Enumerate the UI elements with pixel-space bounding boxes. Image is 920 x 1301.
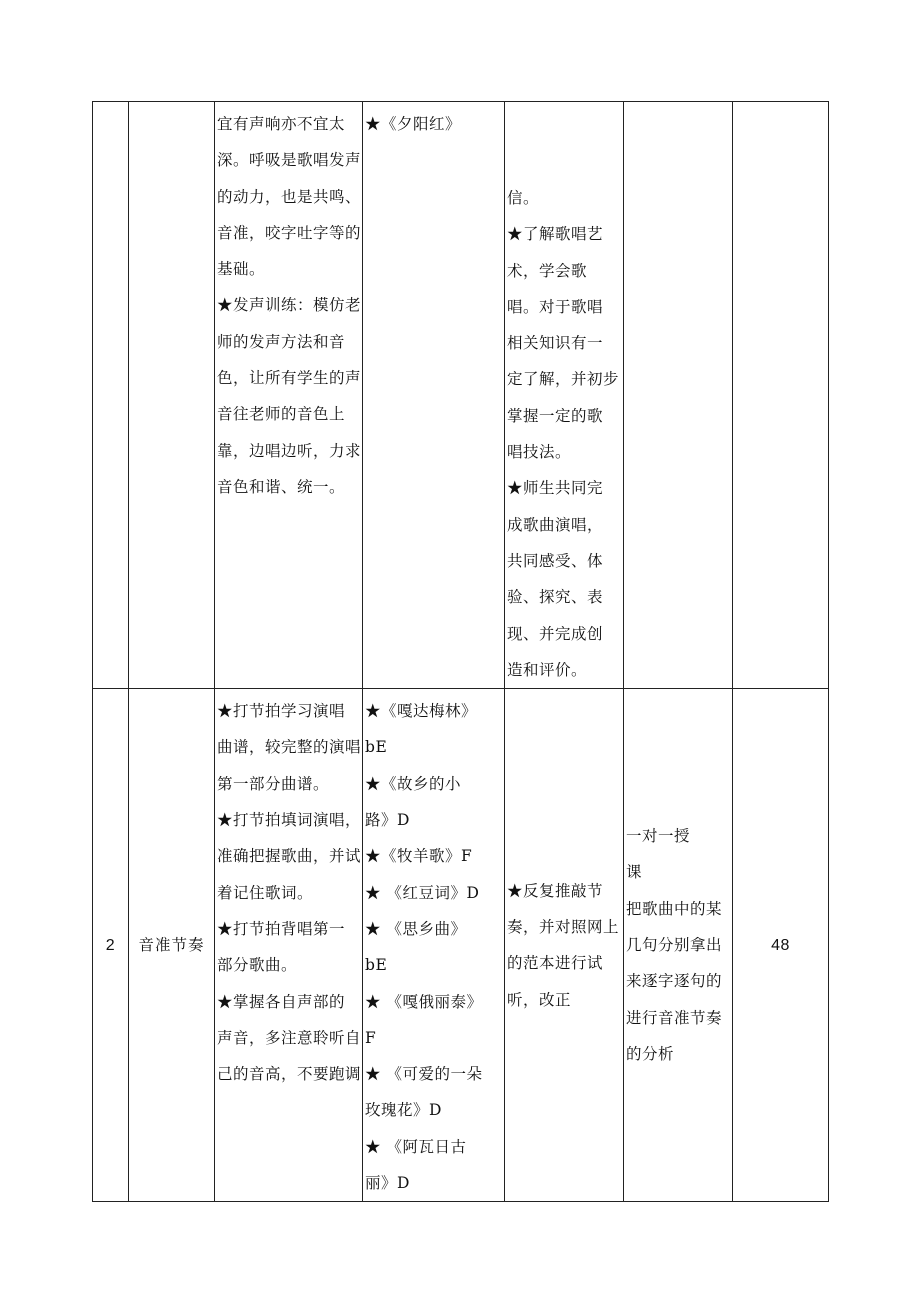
text-line: 现、并完成创 — [507, 624, 604, 643]
text-line: ★打节拍填词演唱， — [217, 811, 362, 830]
text-line: 深。呼吸是歌唱发声 — [217, 151, 362, 170]
text-line: ★ 《思乡曲》 — [365, 919, 467, 938]
goals-text — [505, 102, 623, 688]
text-line: 进行音准节奏 — [626, 1008, 723, 1027]
row-index: 2 — [105, 936, 116, 954]
text-line: 定了解，并初步 — [507, 370, 620, 389]
table-row — [93, 102, 829, 689]
text-line: ★发声训练：模仿老 — [217, 296, 362, 315]
text-line: 的动力，也是共鸣、 — [217, 187, 362, 206]
text-line: 术，学会歌 — [507, 261, 588, 280]
text-line: 听，改正 — [507, 990, 572, 1009]
topic-label: 音准节奏 — [138, 936, 205, 955]
repertoire-text — [363, 102, 504, 142]
text-line: 己的音高，不要跑调 — [217, 1065, 362, 1084]
text-line: ★《嘎达梅林》 — [365, 702, 478, 721]
text-line: 路》D — [365, 811, 410, 830]
text-line: ★打节拍背唱第一 — [217, 919, 346, 938]
text-line: 宜有声响亦不宜太 — [217, 115, 346, 133]
text-line: 色，让所有学生的声 — [217, 369, 362, 388]
text-line: 成歌曲演唱， — [507, 515, 604, 534]
text-line: 信。 — [507, 189, 540, 207]
text-line: 课 — [626, 863, 643, 882]
text-line: 几句分别拿出 — [626, 936, 723, 955]
method-cell — [624, 102, 733, 689]
content-cell — [215, 102, 363, 689]
content-text — [215, 102, 362, 505]
text-line: 基础。 — [217, 260, 266, 279]
text-line: ★ 《阿瓦日古 — [365, 1137, 467, 1156]
text-line: 师的发声方法和音 — [217, 332, 346, 351]
text-line: 一对一授 — [626, 827, 691, 846]
method-cell — [624, 689, 733, 1202]
text-line: ★打节拍学习演唱 — [217, 702, 346, 721]
text-line: 把歌曲中的某 — [626, 899, 723, 918]
repertoire-text — [363, 689, 504, 1201]
text-line: 第一部分曲谱。 — [217, 774, 330, 793]
text-line: ★《牧羊歌》F — [365, 847, 473, 866]
method-text — [624, 818, 732, 1072]
text-line: 掌握一定的歌 — [507, 406, 604, 425]
hours-cell — [733, 689, 829, 1202]
text-line: 准确把握歌曲，并试 — [217, 847, 362, 866]
text-line: 验、探究、表 — [507, 588, 604, 607]
table-row — [93, 689, 829, 1202]
text-line: ★ 《红豆词》D — [365, 883, 480, 902]
hours-cell — [733, 102, 829, 689]
content-text — [215, 689, 362, 1092]
hours-value: 48 — [771, 936, 790, 954]
text-line: 曲谱，较完整的演唱 — [217, 738, 362, 757]
repertoire-cell — [363, 689, 505, 1202]
topic-cell — [129, 689, 215, 1202]
text-line: 来逐字逐句的 — [626, 972, 723, 991]
text-line: ★《夕阳红》 — [365, 115, 462, 133]
text-line: 声音，多注意聆听自 — [217, 1028, 362, 1047]
goals-cell — [505, 102, 624, 689]
text-line: 音色和谐、统一。 — [217, 477, 346, 496]
text-line: 着记住歌词。 — [217, 883, 314, 902]
text-line: 丽》D — [365, 1174, 410, 1193]
text-line: 相关知识有一 — [507, 334, 604, 353]
goals-text — [505, 873, 623, 1018]
text-line: 造和评价。 — [507, 660, 588, 679]
text-line: 音准，咬字吐字等的 — [217, 223, 362, 242]
method-text — [624, 102, 732, 106]
repertoire-cell — [363, 102, 505, 689]
text-line: ★师生共同完 — [507, 479, 604, 498]
text-line: F — [365, 1028, 377, 1047]
text-line: 的范本进行试 — [507, 954, 604, 973]
text-line: 奏，并对照网上 — [507, 917, 620, 936]
row-index-cell — [93, 102, 129, 689]
text-line: 的分析 — [626, 1044, 675, 1063]
text-line: bE — [365, 956, 388, 975]
text-line: bE — [365, 738, 388, 757]
text-line: ★ 《可爱的一朵 — [365, 1065, 483, 1084]
text-line: 唱技法。 — [507, 443, 572, 462]
content-cell — [215, 689, 363, 1202]
text-line: 靠，边唱边听，力求 — [217, 441, 362, 460]
plan-table — [92, 101, 829, 1202]
text-line: 唱。对于歌唱 — [507, 297, 604, 316]
text-line: 音往老师的音色上 — [217, 405, 346, 424]
goals-cell — [505, 689, 624, 1202]
text-line: ★了解歌唱艺 — [507, 225, 604, 244]
text-line: 部分歌曲。 — [217, 956, 298, 975]
text-line: ★《故乡的小 — [365, 774, 462, 793]
text-line: ★ 《嘎俄丽泰》 — [365, 992, 483, 1011]
text-line: 共同感受、体 — [507, 551, 604, 570]
row-index-cell — [93, 689, 129, 1202]
text-line: 玫瑰花》D — [365, 1101, 442, 1120]
text-line: ★反复推敲节 — [507, 881, 604, 900]
text-line: ★掌握各自声部的 — [217, 992, 346, 1011]
topic-cell — [129, 102, 215, 689]
